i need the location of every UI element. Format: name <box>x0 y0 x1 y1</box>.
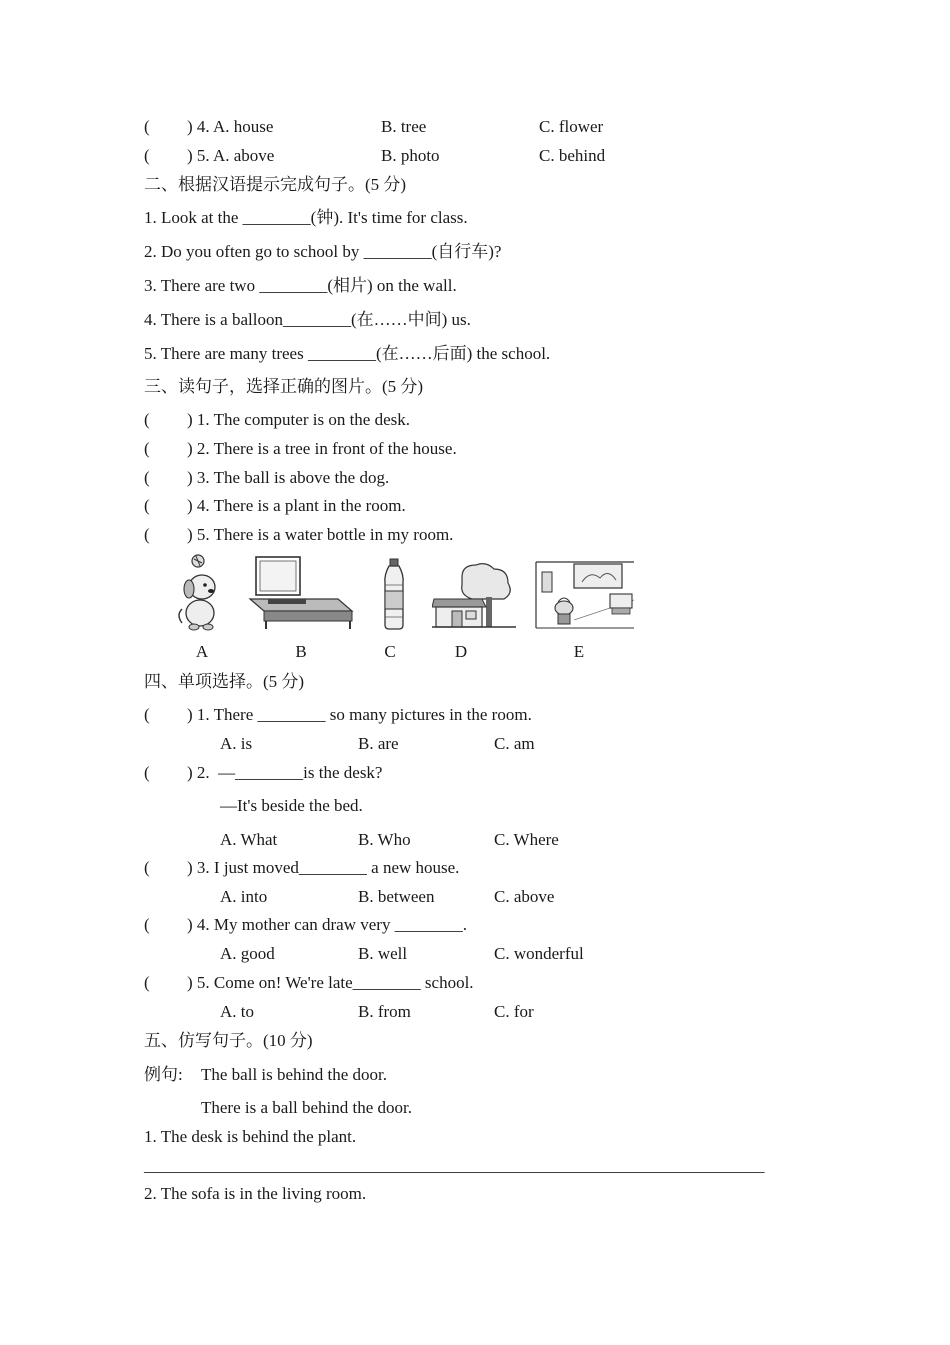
picture-label-d: D <box>454 642 468 661</box>
question-text: ) 1. There ________ so many pictures in the room. <box>187 705 532 724</box>
sentence-item: 2. Do you often go to school by ________(自行车)? <box>144 242 502 261</box>
sentence-item: ) 1. The computer is on the desk. <box>187 410 411 429</box>
section-heading: 三、读句子，选择正确的图片。(5 分) <box>144 377 424 396</box>
option-c: C. am <box>494 734 535 753</box>
picture-label-c: C <box>384 642 396 661</box>
paren: ( <box>144 410 150 429</box>
example-sentence: There is a ball behind the door. <box>201 1098 413 1117</box>
option-b: B. well <box>358 944 408 963</box>
question-text: ) 5. Come on! We're late________ school. <box>187 973 474 992</box>
option-b: B. between <box>358 887 435 906</box>
option-b: B. photo <box>381 146 440 165</box>
picture-water-bottle <box>380 557 408 631</box>
option-a: A. into <box>220 887 268 906</box>
sentence-item: 4. There is a balloon________(在……中间) us. <box>144 310 471 329</box>
question-text: ) 5. A. above <box>187 146 275 165</box>
picture-dog-ball <box>172 553 230 633</box>
option-b: B. tree <box>381 117 427 136</box>
sentence-item: 5. There are many trees ________(在……后面) the school. <box>144 344 551 363</box>
rewrite-item: 1. The desk is behind the plant. <box>144 1127 357 1146</box>
option-c: C. above <box>494 887 555 906</box>
paren: ( <box>144 468 150 487</box>
section-heading: 四、单项选择。(5 分) <box>144 672 305 691</box>
question-text: ) 4. A. house <box>187 117 274 136</box>
paren: ( <box>144 915 150 934</box>
option-c: C. behind <box>539 146 606 165</box>
question-text: ) 3. I just moved________ a new house. <box>187 858 460 877</box>
sentence-item: 1. Look at the ________(钟). It's time for class. <box>144 208 468 227</box>
paren: ( <box>144 496 150 515</box>
paren: ( <box>144 439 150 458</box>
option-c: C. Where <box>494 830 559 849</box>
sentence-item: ) 5. There is a water bottle in my room. <box>187 525 454 544</box>
paren: ( <box>144 858 150 877</box>
sentence-item: 3. There are two ________(相片) on the wall. <box>144 276 457 295</box>
sentence-item: ) 3. The ball is above the dog. <box>187 468 390 487</box>
option-c: C. flower <box>539 117 604 136</box>
option-b: B. Who <box>358 830 411 849</box>
sentence-item: ) 4. There is a plant in the room. <box>187 496 406 515</box>
section-heading: 二、根据汉语提示完成句子。(5 分) <box>144 175 407 194</box>
option-a: A. is <box>220 734 253 753</box>
paren: ( <box>144 763 150 782</box>
paren: ( <box>144 973 150 992</box>
question-text: ) 2. —________is the desk? <box>187 763 383 782</box>
option-a: A. to <box>220 1002 254 1021</box>
option-a: A. What <box>220 830 278 849</box>
paren: ( <box>144 146 150 165</box>
paren: ( <box>144 525 150 544</box>
picture-label-a: A <box>195 642 209 661</box>
dialogue-answer: —It's beside the bed. <box>220 796 363 815</box>
rewrite-item: 2. The sofa is in the living room. <box>144 1184 367 1203</box>
option-c: C. for <box>494 1002 534 1021</box>
example-label: 例句: <box>144 1065 183 1084</box>
question-text: ) 4. My mother can draw very ________. <box>187 915 467 934</box>
option-b: B. from <box>358 1002 411 1021</box>
paren: ( <box>144 117 150 136</box>
option-a: A. good <box>220 944 275 963</box>
example-sentence: The ball is behind the door. <box>201 1065 388 1084</box>
option-b: B. are <box>358 734 399 753</box>
picture-label-e: E <box>573 642 585 661</box>
sentence-item: ) 2. There is a tree in front of the house. <box>187 439 457 458</box>
paren: ( <box>144 705 150 724</box>
option-c: C. wonderful <box>494 944 584 963</box>
picture-computer-desk <box>246 555 354 631</box>
picture-room-plant <box>534 560 636 630</box>
picture-label-b: B <box>295 642 307 661</box>
picture-tree-house <box>432 559 516 631</box>
answer-line[interactable]: _________________________________________________________________________ <box>144 1156 765 1175</box>
section-heading: 五、仿写句子。(10 分) <box>144 1031 313 1050</box>
